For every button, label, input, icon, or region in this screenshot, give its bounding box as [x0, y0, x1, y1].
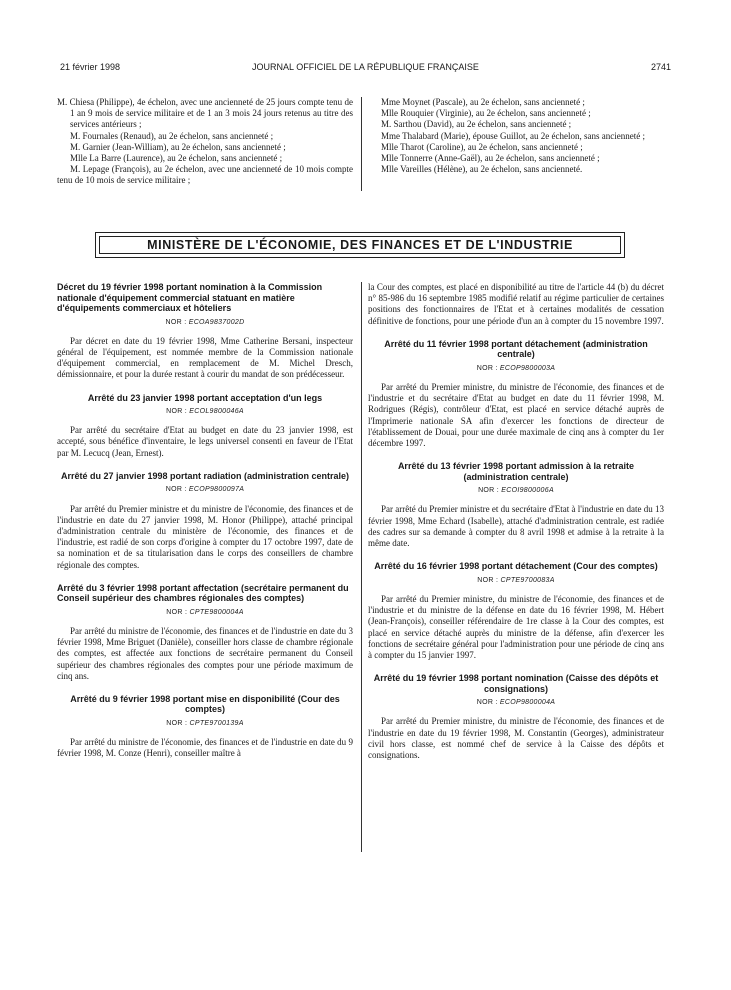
decree-body-continued: la Cour des comptes, est placé en disponibilité au titre de l'article 44 (b) du décret n° 85-986 du 16 septembre 1985 modifié relatif au régime particulier de certaines positions des fonctionnaires de l'Etat et à certaines modalités de cessation définitive de fonctions, pour une période d'un an à compter du 15 novembre 1997. [368, 282, 664, 326]
top-list-left [57, 97, 353, 187]
list-item: Mlle Tonnerre (Anne-Gaël), au 2e échelon, sans ancienneté ; [381, 153, 600, 164]
ministry-title: MINISTÈRE DE L'ÉCONOMIE, DES FINANCES ET DE L'INDUSTRIE [99, 236, 621, 254]
column-divider [361, 97, 362, 191]
nor-reference: NOR : ECOI9800006A [478, 487, 554, 495]
list-item: M. Garnier (Jean-William), au 2e échelon, sans ancienneté ; [70, 141, 286, 152]
decree-body: Par arrêté du Premier ministre, du ministre de l'économie, des finances et de l'industrie et du secrétaire d'Etat au budget en date du 11 février 1998, M. Rodrigues (Régis), contrôleur d'Etat, est placé en service détaché auprès de l'Imprimerie nationale SA afin d'exercer les fonctions de directeur de l'établissement de Douai, pour une durée maximale de cinq ans à compter du 1er décembre 1997. [368, 382, 664, 449]
nor-reference: NOR : ECOP9800097A [165, 486, 245, 494]
right-column [368, 282, 664, 761]
list-item: Mlle Rouquier (Virginie), au 2e échelon, sans ancienneté ; [381, 108, 591, 119]
list-item: M. Sarthou (David), au 2e échelon, sans ancienneté ; [381, 119, 572, 130]
list-item: Mlle Vareilles (Hélène), au 2e échelon, sans ancienneté. [381, 164, 583, 175]
decree-body: Par arrêté du Premier ministre, du ministre de l'économie, des finances et de l'industrie et du ministre de la défense en date du 16 février 1998, M. Hébert (Jean-François), conseiller référendaire de 1re classe à la Cour des comptes, est placé en service détaché auprès du ministre de la défense, afin d'exercer les fonctions de secrétaire général pour l'administration pour une période de cinq ans à compter du 15 janvier 1997. [368, 593, 664, 660]
list-item: M. Chiesa (Philippe), 4e échelon, avec une ancienneté de 25 jours compte tenu de 1 an 9 mois de service militaire et de 1 an 3 mois 24 jours retenus au titre des services antérieurs ; [57, 97, 353, 130]
decree-body: Par arrêté du ministre de l'économie, des finances et de l'industrie en date du 9 février 1998, M. Conze (Henri), conseiller maître à [57, 737, 353, 759]
nor-reference: NOR : CPTE9700083A [477, 576, 555, 584]
decree-title: Arrêté du 16 février 1998 portant détachement (Cour des comptes) [374, 561, 658, 572]
decree-body: Par arrêté du secrétaire d'Etat au budget en date du 23 janvier 1998, est accepté, sous bénéfice d'inventaire, le legs universel consenti en faveur de l'Etat par M. Lecucq (Jean, Ernest). [57, 425, 353, 458]
decree-body: Par arrêté du Premier ministre, du ministre de l'économie, des finances et de l'industrie en date du 19 février 1998, M. Constantin (Georges), administrateur civil hors classe, est nommé chef de service à la Caisse des dépôts et consignations. [368, 716, 664, 760]
ministry-banner [95, 232, 625, 258]
header-title: JOURNAL OFFICIEL DE LA RÉPUBLIQUE FRANÇAISE [252, 62, 479, 72]
decree-title: Arrêté du 11 février 1998 portant détachement (administration centrale) [384, 338, 648, 360]
decree-title: Arrêté du 23 janvier 1998 portant acceptation d'un legs [87, 392, 323, 403]
nor-reference: NOR : ECOP9800003A [476, 364, 556, 372]
decree-title: Décret du 19 février 1998 portant nomination à la Commission nationale d'équipement commercial statuant en matière d'équipements commerciaux et hôteliers [57, 282, 323, 313]
nor-reference: NOR : ECOL9800046A [166, 408, 244, 416]
page-number: 2741 [650, 62, 671, 72]
nor-reference: NOR : ECOP9800004A [476, 699, 556, 707]
list-item: Mlle Tharot (Caroline), au 2e échelon, sans ancienneté ; [381, 141, 583, 152]
decree-body: Par arrêté du Premier ministre et du secrétaire d'Etat à l'industrie en date du 13 février 1998, Mme Echard (Isabelle), attaché d'administration centrale, est radiée des cadres sur sa demande à compter du 8 avril 1998 et admise à la retraite à la même date. [368, 504, 664, 549]
top-list-right [368, 97, 664, 175]
decree-title: Arrêté du 3 février 1998 portant affectation (secrétaire permanent du Conseil supérieur des chambres régionales des comptes) [57, 582, 349, 604]
decree-body: Par arrêté du ministre de l'économie, des finances et de l'industrie en date du 3 février 1998, Mme Briguet (Danièle), conseiller hors classe de chambre régionale des comptes, est affectée aux fonctions de secrétaire permanent du Conseil supérieur des chambres régionales des comptes pour une période maximum de cinq ans. [57, 625, 353, 681]
left-column [57, 282, 353, 760]
header-date: 21 février 1998 [60, 62, 121, 72]
nor-reference: NOR : ECOA9837002D [165, 318, 245, 326]
decree-title: Arrêté du 13 février 1998 portant admission à la retraite (administration centrale) [397, 461, 635, 482]
list-item: Mlle La Barre (Laurence), au 2e échelon, sans ancienneté ; [70, 153, 283, 164]
decree-body: Par arrêté du Premier ministre et du ministre de l'économie, des finances et de l'industrie en date du 27 janvier 1998, M. Honor (Philippe), attaché principal d'administration centrale du ministère de l'économie, des finances et de l'industrie, est radié de son corps d'origine à compter du 17 octobre 1997, date de sa nomination et de sa titularisation dans le corps des conseillers de chambre régionale des comptes. [57, 503, 353, 570]
nor-reference: NOR : CPTE9800004A [166, 608, 244, 616]
list-item: M. Fournales (Renaud), au 2e échelon, sans ancienneté ; [70, 130, 274, 141]
list-item: M. Lepage (François), au 2e échelon, avec une ancienneté de 10 mois compte tenu de 10 mois de service militaire ; [57, 164, 353, 186]
list-item: Mme Thalabard (Marie), épouse Guillot, au 2e échelon, sans ancienneté ; [381, 130, 645, 141]
decree-title: Arrêté du 27 janvier 1998 portant radiation (administration centrale) [60, 470, 350, 481]
column-divider [361, 282, 362, 852]
nor-reference: NOR : CPTE9700139A [166, 719, 244, 727]
list-item: Mme Moynet (Pascale), au 2e échelon, sans ancienneté ; [381, 97, 585, 107]
decree-body: Par décret en date du 19 février 1998, Mme Catherine Bersani, inspecteur général de l'équipement, est nommée membre de la Commission nationale d'équipement commercial, en remplacement de M. Michel Dresch, démissionnaire, et pour la durée restant à courir du mandat de son prédécesseur. [57, 335, 353, 380]
decree-title: Arrêté du 19 février 1998 portant nomination (Caisse des dépôts et consignations) [373, 673, 659, 694]
decree-title: Arrêté du 9 février 1998 portant mise en disponibilité (Cour des comptes) [70, 693, 340, 715]
